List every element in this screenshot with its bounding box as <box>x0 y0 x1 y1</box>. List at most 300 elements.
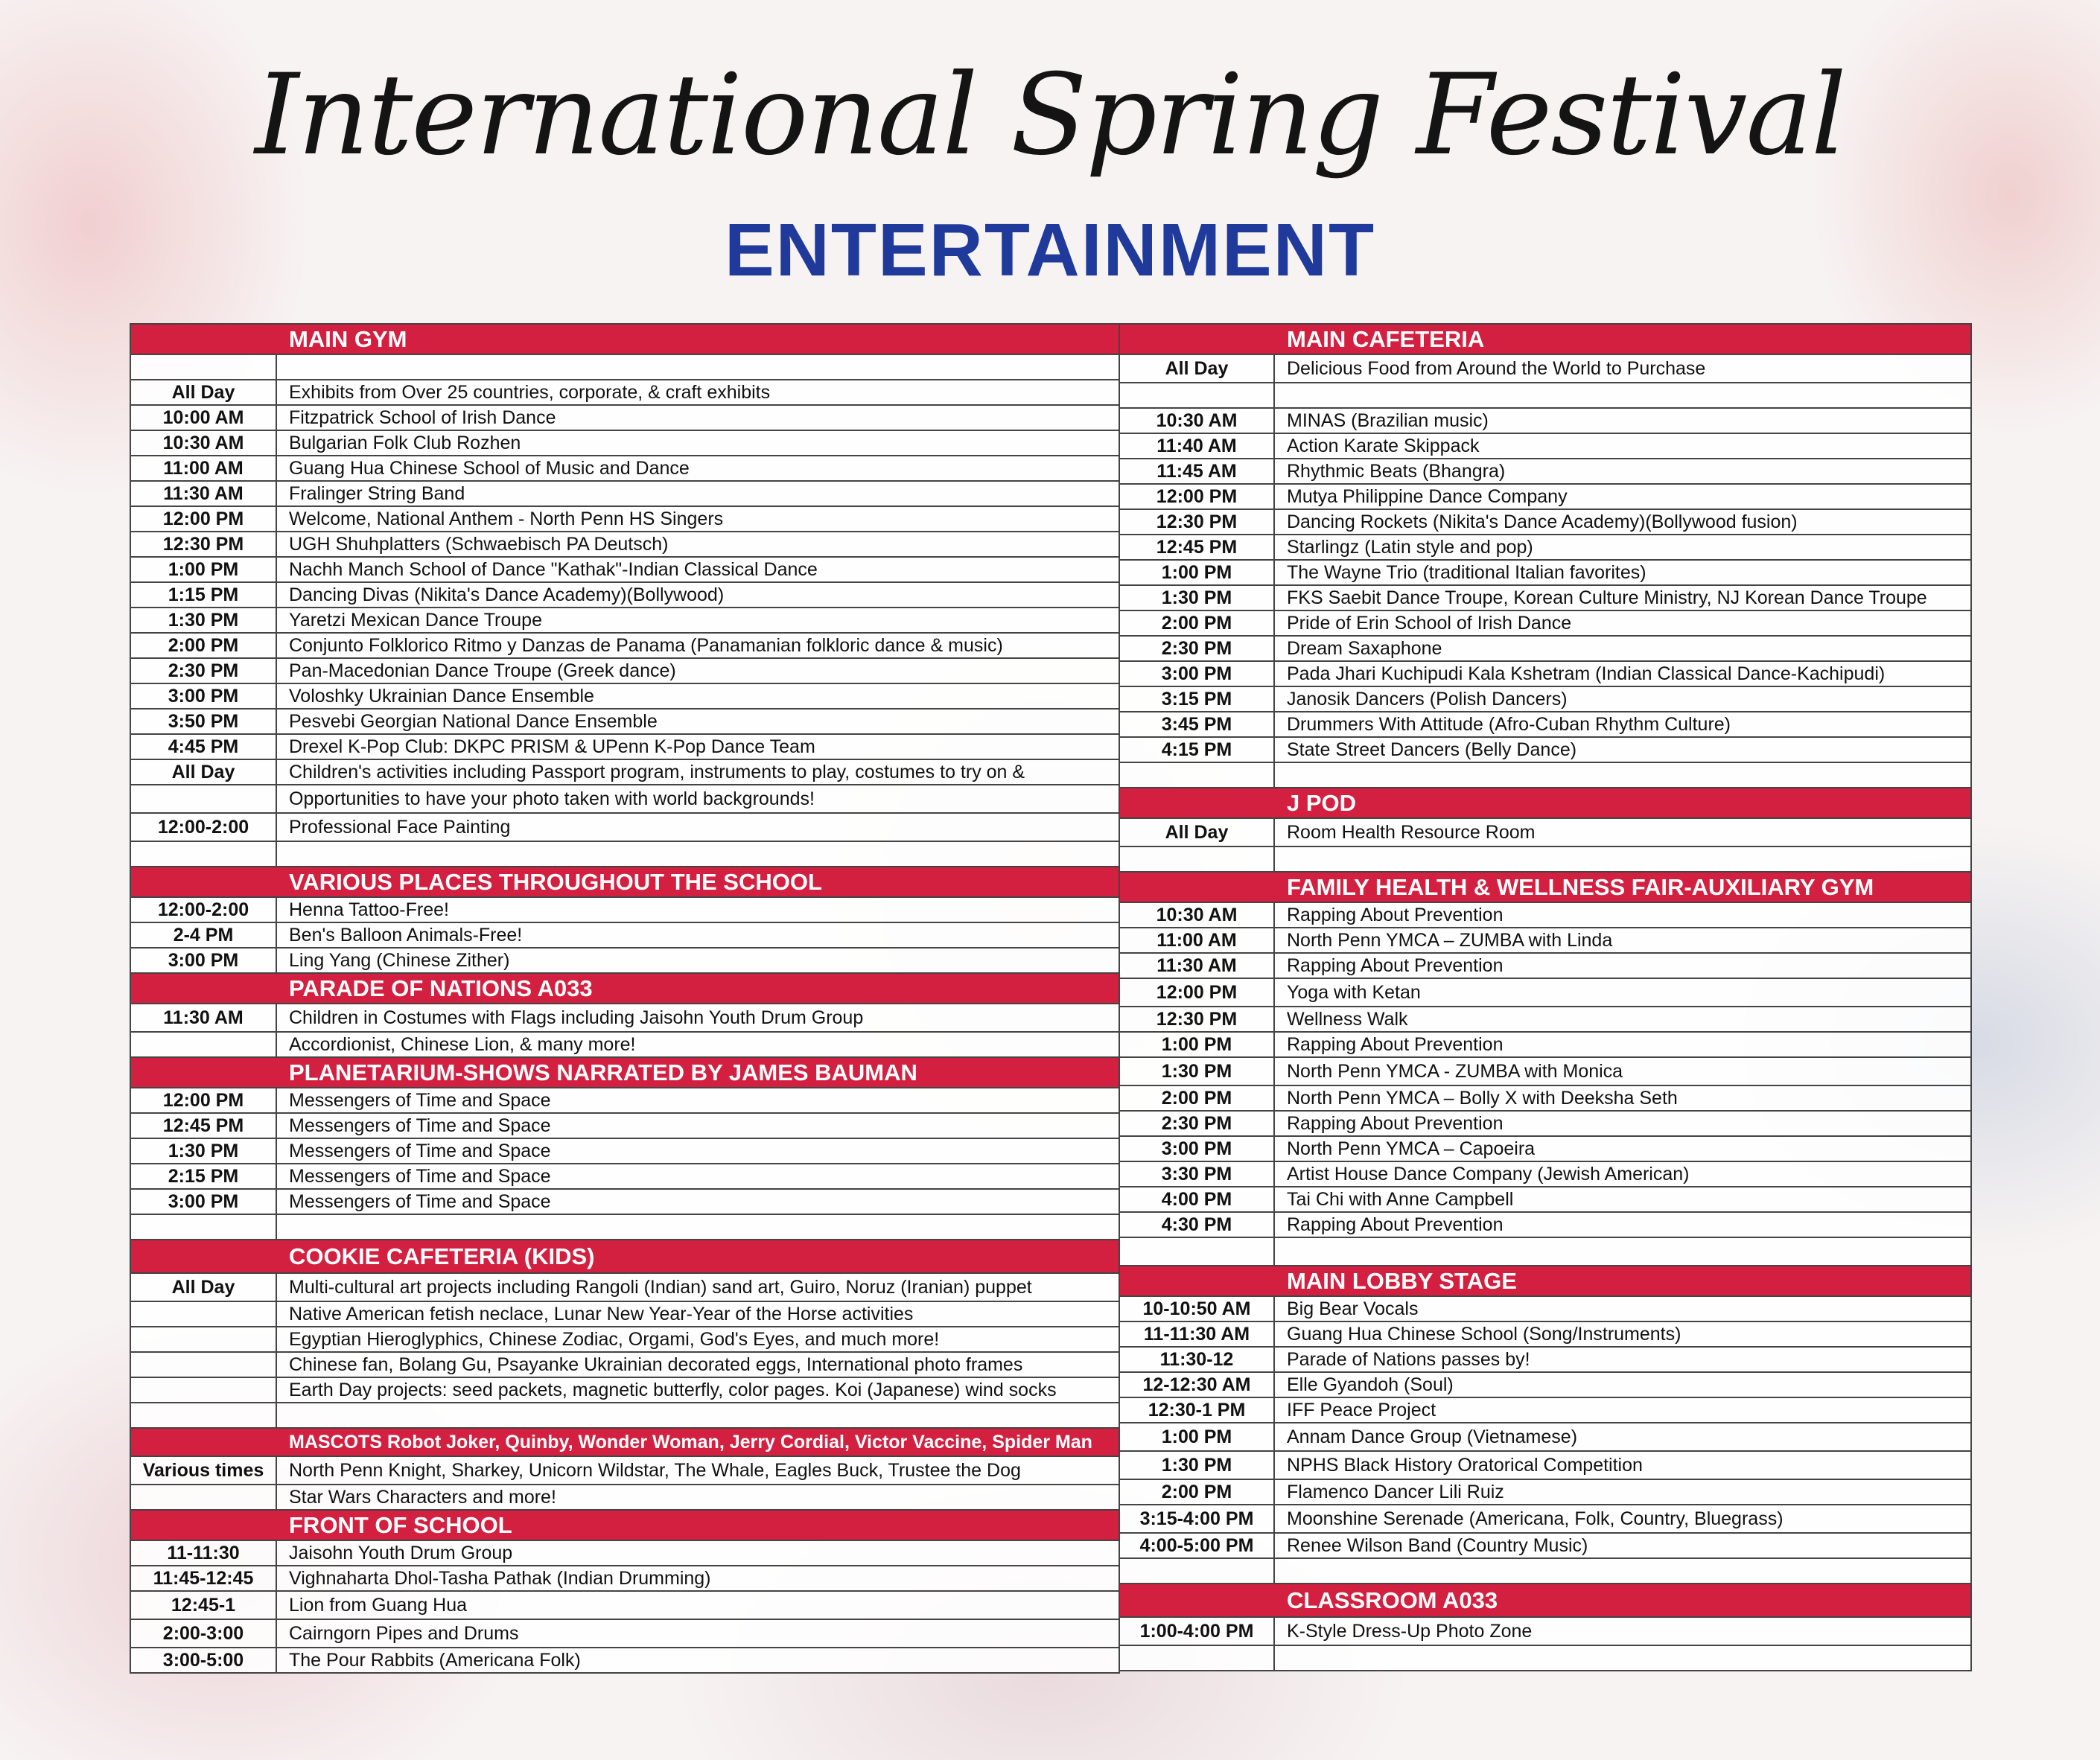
schedule-row <box>130 1004 1120 1033</box>
event-cell: Starlingz (Latin style and pop) <box>1287 536 1533 558</box>
event-cell: North Penn YMCA – Capoeira <box>1287 1138 1536 1159</box>
event-cell: Bulgarian Folk Club Rozhen <box>289 432 521 453</box>
event-cell: Annam Dance Group (Vietnamese) <box>1287 1426 1578 1447</box>
schedule-row <box>1119 611 1972 637</box>
section-header <box>1119 788 1972 819</box>
schedule-row <box>130 1033 1120 1058</box>
event-cell <box>277 1215 1119 1239</box>
time-cell <box>131 1302 277 1326</box>
schedule-row <box>130 558 1120 583</box>
event-cell: Star Wars Characters and more! <box>289 1486 556 1508</box>
schedule-row <box>1119 409 1972 434</box>
schedule-row <box>1119 1322 1972 1348</box>
festival-title: International Spring Festival <box>255 51 1845 180</box>
time-cell <box>131 355 277 379</box>
schedule-row <box>1119 954 1972 979</box>
event-cell: North Penn YMCA – Bolly X with Deeksha Seth <box>1287 1087 1678 1109</box>
time-cell: 11:30 AM <box>131 482 277 506</box>
header-spacer <box>131 325 277 354</box>
event-cell: Messengers of Time and Space <box>289 1115 551 1136</box>
schedule-row <box>1119 979 1972 1007</box>
event-cell: Egyptian Hieroglyphics, Chinese Zodiac, Orgami, God's Eyes, and much more! <box>289 1328 940 1350</box>
event-cell: Messengers of Time and Space <box>289 1190 551 1212</box>
schedule-row <box>1119 1112 1972 1137</box>
event-cell: Rapping About Prevention <box>1287 954 1504 976</box>
schedule-row <box>1119 1398 1972 1423</box>
time-cell: 4:00-5:00 PM <box>1120 1534 1275 1557</box>
time-cell <box>1120 847 1275 871</box>
event-cell: North Penn YMCA - ZUMBA with Monica <box>1287 1060 1623 1082</box>
section-header-label: J POD <box>1287 789 1357 816</box>
event-cell: Big Bear Vocals <box>1287 1298 1419 1319</box>
schedule-row <box>130 814 1120 842</box>
time-cell: All Day <box>131 760 277 784</box>
time-cell: 3:50 PM <box>131 710 277 733</box>
event-cell: Tai Chi with Anne Campbell <box>1287 1188 1514 1210</box>
schedule-row <box>130 1378 1120 1403</box>
schedule-row <box>1119 1297 1972 1322</box>
time-cell: 12:00-2:00 <box>131 814 277 841</box>
schedule-row <box>1119 1058 1972 1086</box>
schedule-row <box>1119 1559 1972 1584</box>
time-cell <box>1120 1559 1275 1583</box>
time-cell: 12-12:30 AM <box>1120 1373 1275 1397</box>
event-cell: Chinese fan, Bolang Gu, Psayanke Ukrainian decorated eggs, International photo frames <box>289 1354 1023 1375</box>
schedule-row <box>130 1648 1120 1674</box>
section-header-label: CLASSROOM A033 <box>1287 1587 1498 1613</box>
mascots-label: MASCOTS <box>289 1431 382 1453</box>
time-cell: 3:00 PM <box>1120 1137 1275 1161</box>
time-cell <box>131 785 277 812</box>
schedule-row <box>130 1327 1120 1353</box>
time-cell: 1:30 PM <box>131 1139 277 1163</box>
mascots-list: Robot Joker, Quinby, Wonder Woman, Jerry Cordial, Victor Vaccine, Spider Man <box>386 1431 1092 1453</box>
time-cell: 10:30 AM <box>131 431 277 455</box>
schedule-row <box>1119 355 1972 383</box>
time-cell: 3:00 PM <box>131 948 277 972</box>
time-cell: 12:30-1 PM <box>1120 1398 1275 1422</box>
header-spacer <box>131 1429 277 1455</box>
schedule-row <box>130 1164 1120 1190</box>
schedule-row <box>130 898 1120 923</box>
event-cell: Fitzpatrick School of Irish Dance <box>289 406 556 428</box>
event-cell: Opportunities to have your photo taken with world backgrounds! <box>289 788 815 809</box>
time-cell: 2:00 PM <box>1120 611 1275 635</box>
time-cell: 12:00 PM <box>131 507 277 531</box>
event-cell: Messengers of Time and Space <box>289 1165 551 1187</box>
schedule-row <box>130 684 1120 710</box>
schedule-row <box>130 1592 1120 1620</box>
schedule-row <box>1119 1137 1972 1162</box>
section-header-label: MAIN CAFETERIA <box>1287 325 1485 352</box>
time-cell: 12:00 PM <box>131 1088 277 1112</box>
time-cell: 3:30 PM <box>1120 1162 1275 1186</box>
event-cell: Guang Hua Chinese School (Song/Instruments) <box>1287 1323 1681 1345</box>
schedule-row <box>130 760 1120 785</box>
schedule-row <box>1119 1423 1972 1452</box>
event-cell: North Penn Knight, Sharkey, Unicorn Wildstar, The Whale, Eagles Buck, Trustee the Dog <box>289 1459 1021 1481</box>
section-header-label: FAMILY HEALTH & WELLNESS FAIR-AUXILIARY GYM <box>1287 873 1874 900</box>
schedule-row <box>130 1485 1120 1511</box>
schedule-row <box>1119 1480 1972 1505</box>
time-cell: 11:30-12 <box>1120 1348 1275 1371</box>
section-subtitle: ENTERTAINMENT <box>724 208 1376 292</box>
section-header <box>1119 1584 1972 1618</box>
section-header <box>1119 1266 1972 1297</box>
event-cell: FKS Saebit Dance Troupe, Korean Culture Ministry, NJ Korean Dance Troupe <box>1287 587 1927 608</box>
event-cell: Flamenco Dancer Lili Ruiz <box>1287 1481 1504 1502</box>
event-cell: Pan-Macedonian Dance Troupe (Greek dance) <box>289 660 676 681</box>
event-cell: IFF Peace Project <box>1287 1399 1436 1421</box>
time-cell: 11-11:30 <box>131 1541 277 1565</box>
schedule-row <box>130 583 1120 608</box>
event-cell: Children's activities including Passport program, instruments to play, costumes to try on & <box>289 761 1025 782</box>
time-cell: 1:00 PM <box>131 558 277 581</box>
schedule-row <box>130 1353 1120 1378</box>
time-cell: 11:45-12:45 <box>131 1566 277 1590</box>
section-header-label: MAIN GYM <box>289 325 407 352</box>
event-cell <box>1275 763 1970 787</box>
time-cell: 2:00 PM <box>131 634 277 657</box>
section-header <box>1119 873 1972 903</box>
time-cell: All Day <box>131 1274 277 1301</box>
schedule-row <box>130 1457 1120 1485</box>
mascots-text <box>277 1429 1119 1455</box>
schedule-row <box>1119 561 1972 586</box>
schedule-row <box>130 1274 1120 1302</box>
schedule-row <box>1119 738 1972 763</box>
event-cell: The Wayne Trio (traditional Italian favorites) <box>1287 561 1646 583</box>
event-cell <box>1275 1559 1970 1583</box>
event-cell <box>277 355 1119 379</box>
event-cell <box>1275 847 1970 871</box>
event-cell: Welcome, National Anthem - North Penn HS Singers <box>289 508 724 529</box>
time-cell <box>131 842 277 866</box>
time-cell: 12:00 PM <box>1120 485 1275 508</box>
schedule-row <box>1119 1618 1972 1646</box>
time-cell: 11:30 AM <box>131 1004 277 1031</box>
schedule-row <box>1119 928 1972 954</box>
event-cell: Vighnaharta Dhol-Tasha Pathak (Indian Drumming) <box>289 1567 711 1589</box>
schedule-row <box>130 406 1120 431</box>
event-cell: Conjunto Folklorico Ritmo y Danzas de Panama (Panamanian folkloric dance & music) <box>289 634 1003 656</box>
time-cell: Various times <box>131 1457 277 1484</box>
time-cell: 3:00 PM <box>131 684 277 708</box>
time-cell: 4:15 PM <box>1120 738 1275 762</box>
schedule-row <box>1119 1162 1972 1187</box>
schedule-row <box>1119 1007 1972 1033</box>
time-cell: 11:40 AM <box>1120 434 1275 458</box>
schedule-row <box>1119 687 1972 712</box>
time-cell <box>131 1485 277 1509</box>
time-cell: 12:00-2:00 <box>131 898 277 922</box>
time-cell: 3:00-5:00 <box>131 1648 277 1672</box>
event-cell: Lion from Guang Hua <box>289 1594 468 1616</box>
schedule-row <box>130 456 1120 482</box>
schedule-row <box>1119 485 1972 510</box>
schedule-row <box>130 482 1120 507</box>
event-cell: Messengers of Time and Space <box>289 1140 551 1161</box>
schedule-row <box>1119 903 1972 928</box>
schedule-row <box>130 735 1120 760</box>
event-cell <box>1275 383 1970 407</box>
event-cell: Janosik Dancers (Polish Dancers) <box>1287 688 1568 710</box>
time-cell: 12:45 PM <box>1120 535 1275 559</box>
event-cell: Rapping About Prevention <box>1287 904 1504 925</box>
event-cell <box>277 1403 1119 1427</box>
schedule-row <box>1119 459 1972 485</box>
event-cell: Wellness Walk <box>1287 1008 1408 1030</box>
event-cell: Guang Hua Chinese School of Music and Dance <box>289 457 690 479</box>
event-cell: Yaretzi Mexican Dance Troupe <box>289 609 542 631</box>
event-cell: State Street Dancers (Belly Dance) <box>1287 739 1577 760</box>
time-cell: 1:00-4:00 PM <box>1120 1618 1275 1645</box>
schedule-row <box>130 710 1120 735</box>
schedule-row <box>1119 763 1972 788</box>
time-cell: 10-10:50 AM <box>1120 1297 1275 1321</box>
time-cell: 4:30 PM <box>1120 1213 1275 1237</box>
schedule-row <box>1119 1348 1972 1373</box>
event-cell: Professional Face Painting <box>289 816 511 838</box>
event-cell: Messengers of Time and Space <box>289 1089 551 1111</box>
event-cell: North Penn YMCA – ZUMBA with Linda <box>1287 929 1613 951</box>
time-cell: 1:15 PM <box>131 583 277 607</box>
time-cell: 10:30 AM <box>1120 903 1275 927</box>
event-cell: Renee Wilson Band (Country Music) <box>1287 1534 1588 1556</box>
schedule-row <box>130 355 1120 380</box>
event-cell: K-Style Dress-Up Photo Zone <box>1287 1620 1533 1642</box>
schedule-row <box>130 1114 1120 1139</box>
schedule-row <box>1119 819 1972 847</box>
time-cell: 12:30 PM <box>1120 510 1275 534</box>
event-cell: Action Karate Skippack <box>1287 435 1480 456</box>
section-header-label: PLANETARIUM-SHOWS NARRATED BY JAMES BAUMAN <box>289 1059 917 1085</box>
time-cell: 11-11:30 AM <box>1120 1322 1275 1346</box>
event-cell: Children in Costumes with Flags including Jaisohn Youth Drum Group <box>289 1007 864 1028</box>
schedule-row <box>1119 1213 1972 1238</box>
time-cell: 2-4 PM <box>131 923 277 947</box>
schedule-row <box>130 532 1120 558</box>
schedule-row <box>130 608 1120 634</box>
time-cell: 12:30 PM <box>1120 1007 1275 1031</box>
section-header <box>130 867 1120 898</box>
schedule-row <box>1119 1505 1972 1534</box>
time-cell <box>1120 763 1275 787</box>
header-spacer <box>1120 1266 1275 1295</box>
event-cell: Room Health Resource Room <box>1287 821 1536 843</box>
schedule-row <box>1119 1646 1972 1671</box>
schedule-row <box>130 1302 1120 1327</box>
schedule-row <box>1119 586 1972 611</box>
time-cell <box>131 1327 277 1351</box>
section-header <box>130 1240 1120 1274</box>
time-cell: 12:00 PM <box>1120 979 1275 1006</box>
event-cell: Voloshky Ukrainian Dance Ensemble <box>289 685 594 707</box>
event-cell: Accordionist, Chinese Lion, & many more! <box>289 1033 636 1055</box>
schedule-row <box>130 1190 1120 1215</box>
event-cell: Dancing Rockets (Nikita's Dance Academy)(Bollywood fusion) <box>1287 511 1798 532</box>
event-cell: Pada Jhari Kuchipudi Kala Kshetram (Indian Classical Dance-Kachipudi) <box>1287 663 1886 684</box>
time-cell: 2:30 PM <box>1120 1112 1275 1135</box>
schedule-row <box>130 1566 1120 1592</box>
event-cell <box>1275 1238 1970 1265</box>
section-header-label: COOKIE CAFETERIA (KIDS) <box>289 1243 595 1269</box>
time-cell: 11:30 AM <box>1120 954 1275 978</box>
event-cell: Yoga with Ketan <box>1287 981 1421 1003</box>
section-header <box>1119 325 1972 355</box>
event-cell: Mutya Philippine Dance Company <box>1287 485 1568 507</box>
time-cell: 12:45 PM <box>131 1114 277 1138</box>
schedule-row <box>130 659 1120 684</box>
event-cell: Multi-cultural art projects including Rangoli (Indian) sand art, Guiro, Noruz (Iranian) puppet <box>289 1276 1032 1298</box>
right-schedule-table <box>1119 323 1972 1671</box>
time-cell: 1:00 PM <box>1120 1033 1275 1056</box>
header-spacer <box>131 1511 277 1540</box>
time-cell: 4:00 PM <box>1120 1187 1275 1211</box>
schedule-row <box>1119 510 1972 535</box>
schedule-row <box>1119 637 1972 662</box>
schedule-row <box>130 380 1120 406</box>
header-spacer <box>131 867 277 896</box>
header-spacer <box>131 1240 277 1272</box>
section-header-label: MAIN LOBBY STAGE <box>1287 1267 1517 1294</box>
schedule-row <box>130 948 1120 974</box>
time-cell: 10:00 AM <box>131 406 277 430</box>
time-cell: 12:30 PM <box>131 532 277 556</box>
event-cell: Artist House Dance Company (Jewish American) <box>1287 1163 1690 1185</box>
time-cell: All Day <box>1120 355 1275 382</box>
time-cell: 10:30 AM <box>1120 409 1275 433</box>
event-cell: Earth Day projects: seed packets, magnetic butterfly, color pages. Koi (Japanese) wind socks <box>289 1379 1057 1400</box>
event-cell: Ling Yang (Chinese Zither) <box>289 949 510 971</box>
time-cell: 2:00 PM <box>1120 1086 1275 1110</box>
time-cell: 1:30 PM <box>1120 1452 1275 1479</box>
time-cell: 3:00 PM <box>1120 662 1275 686</box>
time-cell: 3:15 PM <box>1120 687 1275 711</box>
schedule-row <box>130 1215 1120 1240</box>
time-cell <box>131 1215 277 1239</box>
event-cell <box>1275 1646 1970 1670</box>
event-cell: Rapping About Prevention <box>1287 1112 1504 1134</box>
header-spacer <box>131 1058 277 1087</box>
section-header-label: VARIOUS PLACES THROUGHOUT THE SCHOOL <box>289 868 822 895</box>
time-cell: 3:00 PM <box>131 1190 277 1214</box>
schedule-row <box>130 507 1120 532</box>
time-cell <box>131 1353 277 1377</box>
event-cell: Rapping About Prevention <box>1287 1033 1504 1055</box>
time-cell: 1:00 PM <box>1120 561 1275 584</box>
time-cell: 4:45 PM <box>131 735 277 759</box>
schedule-row <box>1119 1187 1972 1213</box>
event-cell: Dream Saxaphone <box>1287 637 1442 659</box>
schedule-row <box>1119 1373 1972 1398</box>
time-cell: All Day <box>1120 819 1275 846</box>
event-cell: Moonshine Serenade (Americana, Folk, Country, Bluegrass) <box>1287 1508 1784 1529</box>
time-cell: 11:00 AM <box>1120 928 1275 952</box>
time-cell: 11:45 AM <box>1120 459 1275 483</box>
schedule-row <box>1119 434 1972 459</box>
event-cell: Ben's Balloon Animals-Free! <box>289 924 523 946</box>
time-cell <box>131 1403 277 1427</box>
time-cell: 3:45 PM <box>1120 712 1275 736</box>
event-cell: MINAS (Brazilian music) <box>1287 409 1489 431</box>
section-header <box>130 1511 1120 1541</box>
event-cell: Rapping About Prevention <box>1287 1214 1504 1235</box>
time-cell: 2:00 PM <box>1120 1480 1275 1504</box>
schedule-row <box>1119 662 1972 687</box>
event-cell: Henna Tattoo-Free! <box>289 899 449 920</box>
schedule-row <box>130 1403 1120 1429</box>
schedule-row <box>130 1541 1120 1566</box>
time-cell: All Day <box>131 380 277 404</box>
left-schedule-table <box>130 323 1120 1674</box>
event-cell: NPHS Black History Oratorical Competition <box>1287 1454 1643 1476</box>
time-cell: 2:15 PM <box>131 1164 277 1188</box>
time-cell <box>1120 383 1275 407</box>
header-spacer <box>1120 788 1275 817</box>
time-cell: 1:30 PM <box>131 608 277 632</box>
event-cell: Fralinger String Band <box>289 482 465 504</box>
time-cell <box>1120 1238 1275 1265</box>
mascots-row <box>130 1429 1120 1457</box>
section-header-label: PARADE OF NATIONS A033 <box>289 975 593 1001</box>
schedule-row <box>130 1088 1120 1114</box>
section-header <box>130 974 1120 1004</box>
section-header <box>130 1058 1120 1088</box>
time-cell <box>131 1378 277 1402</box>
time-cell: 12:45-1 <box>131 1592 277 1619</box>
schedule-row <box>130 634 1120 659</box>
time-cell: 2:30 PM <box>1120 637 1275 660</box>
schedule-row <box>1119 1238 1972 1266</box>
event-cell: Drummers With Attitude (Afro-Cuban Rhythm Culture) <box>1287 713 1731 735</box>
time-cell <box>131 1033 277 1056</box>
time-cell: 3:15-4:00 PM <box>1120 1505 1275 1532</box>
event-cell: Exhibits from Over 25 countries, corporate, & craft exhibits <box>289 381 771 403</box>
event-cell: Jaisohn Youth Drum Group <box>289 1542 513 1563</box>
event-cell: The Pour Rabbits (Americana Folk) <box>289 1649 581 1671</box>
event-cell: Drexel K-Pop Club: DKPC PRISM & UPenn K-Pop Dance Team <box>289 736 815 757</box>
section-header <box>130 325 1120 355</box>
schedule-row <box>130 431 1120 456</box>
schedule-row <box>130 1620 1120 1648</box>
time-cell: 1:30 PM <box>1120 586 1275 610</box>
event-cell: Pride of Erin School of Irish Dance <box>1287 612 1572 634</box>
event-cell: Cairngorn Pipes and Drums <box>289 1622 519 1644</box>
event-cell: Rhythmic Beats (Bhangra) <box>1287 460 1506 482</box>
schedule-row <box>1119 1452 1972 1480</box>
event-cell: Nachh Manch School of Dance "Kathak"-Indian Classical Dance <box>289 558 818 580</box>
schedule-row <box>130 923 1120 948</box>
event-cell: Pesvebi Georgian National Dance Ensemble <box>289 710 658 732</box>
event-cell: UGH Shuhplatters (Schwaebisch PA Deutsch) <box>289 533 669 555</box>
header-spacer <box>1120 325 1275 354</box>
time-cell: 1:30 PM <box>1120 1058 1275 1085</box>
time-cell: 1:00 PM <box>1120 1423 1275 1450</box>
schedule-row <box>1119 1033 1972 1058</box>
event-cell <box>277 842 1119 866</box>
schedule-row <box>130 785 1120 814</box>
header-spacer <box>1120 1584 1275 1616</box>
header-spacer <box>1120 873 1275 902</box>
event-cell: Delicious Food from Around the World to Purchase <box>1287 357 1706 379</box>
schedule-row <box>130 1139 1120 1164</box>
event-cell: Native American fetish neclace, Lunar New Year-Year of the Horse activities <box>289 1303 914 1324</box>
schedule-row <box>1119 847 1972 873</box>
time-cell: 2:00-3:00 <box>131 1620 277 1647</box>
schedule-row <box>130 842 1120 867</box>
schedule-row <box>1119 535 1972 561</box>
